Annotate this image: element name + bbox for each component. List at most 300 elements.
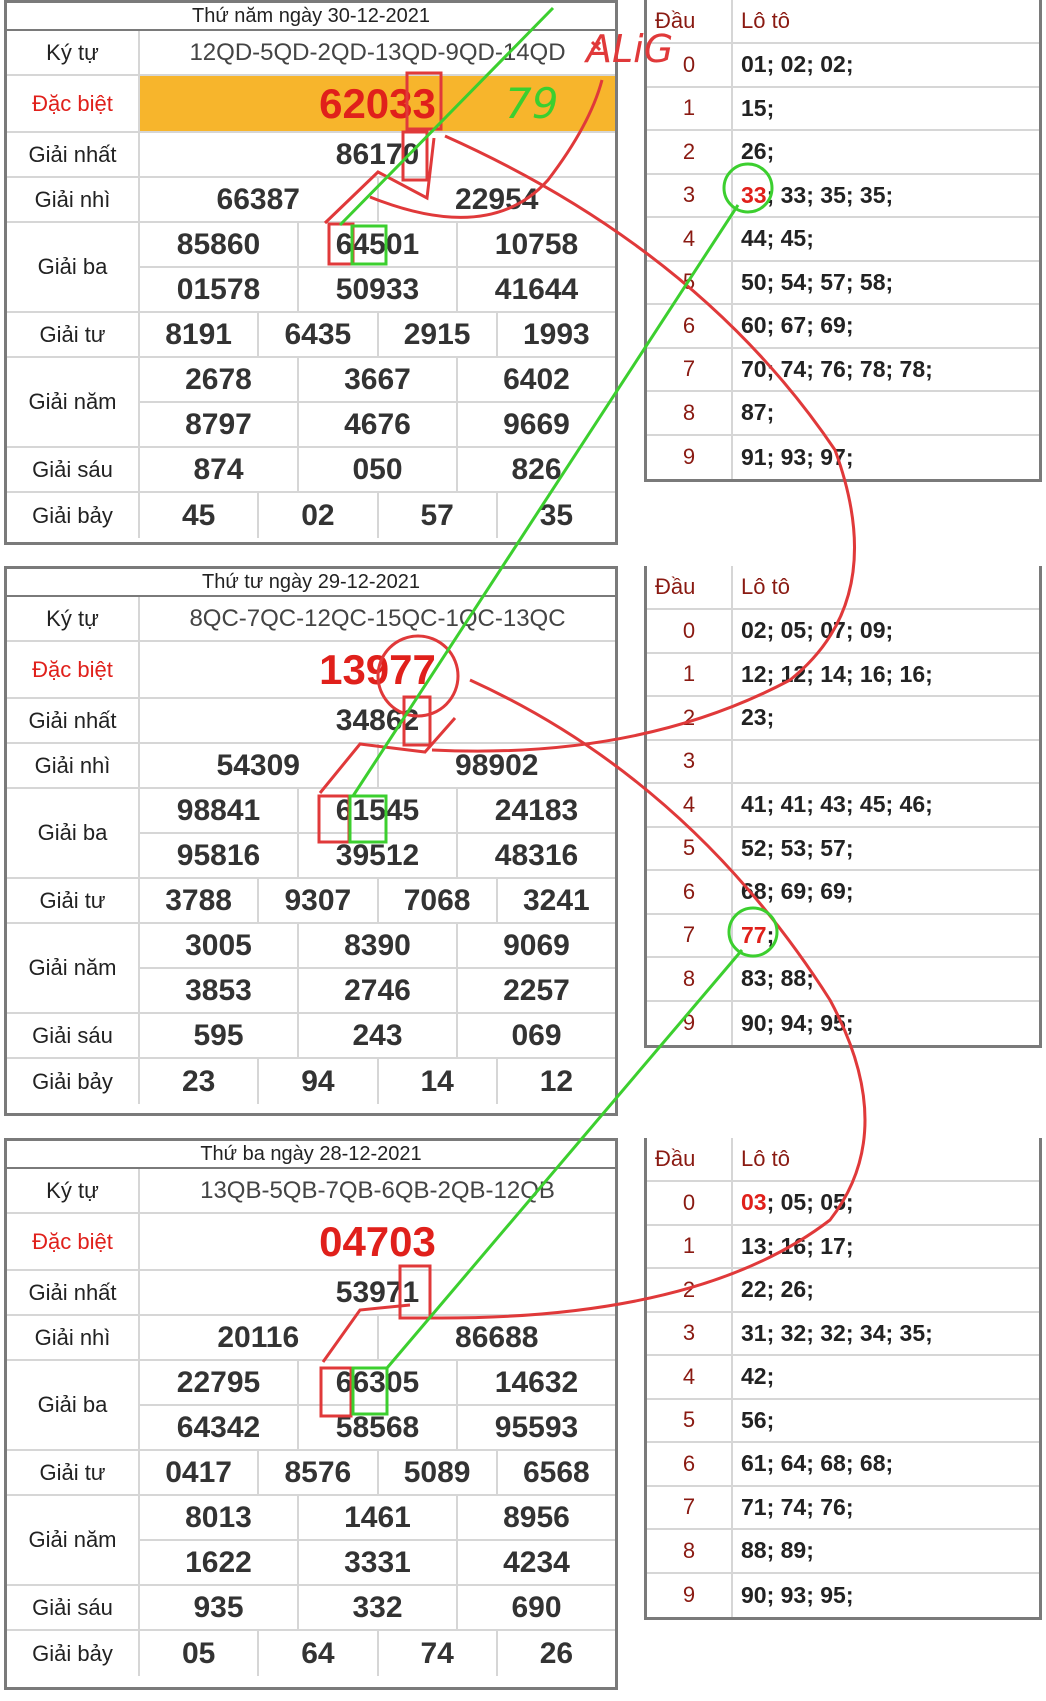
prize-number: 86170 — [335, 137, 420, 171]
head-digit: 4 — [647, 1356, 733, 1398]
head-digit: 0 — [647, 610, 733, 652]
prize-number: 3853 — [185, 973, 252, 1007]
prize-values — [140, 76, 615, 131]
prize-line — [140, 1451, 615, 1494]
prize-values — [140, 1316, 615, 1359]
prize-number: 4234 — [456, 1541, 615, 1584]
prize-number: 9307 — [257, 879, 376, 922]
prize-number: 1622 — [185, 1545, 252, 1579]
head-digit: 3 — [647, 741, 733, 783]
prize-number: 95816 — [176, 838, 261, 872]
prize-number: 826 — [456, 448, 615, 491]
loto-header — [647, 0, 1039, 44]
prize-number: 22795 — [176, 1365, 261, 1399]
head-digit: 8 — [647, 1530, 733, 1572]
prize-label: Giải năm — [7, 358, 140, 446]
prize-number: 24183 — [456, 789, 615, 832]
prize-values — [140, 1271, 615, 1314]
loto-table — [644, 566, 1042, 1048]
prize-number: 8390 — [297, 924, 456, 967]
prize-row — [7, 358, 615, 448]
prize-label: Giải năm — [7, 1496, 140, 1584]
prize-number: 1461 — [297, 1496, 456, 1539]
prize-number: 12QD-5QD-2QD-13QD-9QD-14QD — [189, 38, 566, 66]
prize-line — [140, 1059, 615, 1104]
prize-line — [140, 744, 615, 787]
prize-number: 58568 — [297, 1406, 456, 1449]
loto-numbers — [733, 958, 1039, 1000]
loto-row — [647, 1574, 1039, 1618]
prize-label: Ký tự — [7, 597, 140, 640]
prize-number: 41644 — [456, 268, 615, 311]
head-digit: 4 — [647, 784, 733, 826]
loto-column-label: Lô tô — [741, 8, 790, 33]
loto-numbers — [733, 131, 1039, 173]
loto-rest: 12; 12; 14; 16; 16; — [741, 660, 933, 687]
loto-numbers — [733, 1400, 1039, 1442]
loto-numbers — [733, 262, 1039, 304]
head-digit: 0 — [647, 44, 733, 86]
prize-row — [7, 699, 615, 744]
prize-number: 8191 — [165, 317, 232, 351]
prize-number: 1993 — [496, 313, 615, 356]
prize-row — [7, 642, 615, 699]
prize-label: Giải năm — [7, 924, 140, 1012]
prize-number: 86688 — [377, 1316, 616, 1359]
head-digit: 6 — [647, 305, 733, 347]
prize-number: 01578 — [176, 272, 261, 306]
prize-line — [140, 879, 615, 922]
results-table — [4, 0, 618, 545]
prize-number: 04703 — [319, 1217, 436, 1265]
prize-row — [7, 223, 615, 313]
head-digit: 7 — [647, 1487, 733, 1529]
prize-values — [140, 1361, 615, 1449]
loto-rest: 71; 74; 76; — [741, 1493, 854, 1520]
prize-row — [7, 597, 615, 642]
prize-number: 23 — [181, 1064, 216, 1098]
prize-number: 9669 — [456, 403, 615, 446]
loto-row — [647, 1443, 1039, 1487]
prize-label: Giải nhất — [7, 699, 140, 742]
prize-row — [7, 313, 615, 358]
loto-numbers — [733, 349, 1039, 391]
prize-values — [140, 1496, 615, 1584]
prize-number: 22954 — [377, 178, 616, 221]
prize-values — [140, 133, 615, 176]
loto-numbers — [733, 697, 1039, 739]
prize-label: Giải ba — [7, 1361, 140, 1449]
prize-line — [140, 1271, 615, 1314]
head-column-label: Đầu — [647, 566, 733, 608]
prize-label: Giải bảy — [7, 1631, 140, 1676]
loto-numbers — [733, 610, 1039, 652]
loto-row — [647, 131, 1039, 175]
prize-row — [7, 31, 615, 76]
prize-row — [7, 1014, 615, 1059]
prize-line — [140, 1496, 615, 1539]
prize-number: 57 — [377, 493, 496, 538]
loto-rest: 01; 02; 02; — [741, 51, 854, 78]
loto-numbers — [733, 1487, 1039, 1529]
prize-number: 332 — [297, 1586, 456, 1629]
loto-row — [647, 697, 1039, 741]
prize-row — [7, 744, 615, 789]
prize-number: 10758 — [456, 223, 615, 266]
prize-row — [7, 1059, 615, 1104]
prize-number: 7068 — [377, 879, 496, 922]
loto-header — [647, 1138, 1039, 1182]
loto-numbers — [733, 1530, 1039, 1572]
loto-row — [647, 392, 1039, 436]
head-digit: 5 — [647, 1400, 733, 1442]
prize-row — [7, 1214, 615, 1271]
prize-row — [7, 789, 615, 879]
loto-rest: ; 33; 35; 35; — [766, 181, 894, 208]
prize-number: 3667 — [297, 358, 456, 401]
prize-values — [140, 1631, 615, 1676]
loto-rest: 87; — [741, 399, 775, 426]
loto-row — [647, 654, 1039, 698]
prize-label: Ký tự — [7, 31, 140, 74]
prize-number: 069 — [456, 1014, 615, 1057]
prize-line — [140, 358, 615, 401]
table-caption: Thứ ba ngày 28-12-2021 — [7, 1141, 615, 1169]
prize-line — [140, 133, 615, 176]
prize-row — [7, 1586, 615, 1631]
loto-numbers — [733, 88, 1039, 130]
prize-line — [140, 597, 615, 640]
prize-values — [140, 924, 615, 1012]
head-digit: 5 — [647, 262, 733, 304]
loto-rest: 50; 54; 57; 58; — [741, 268, 894, 295]
prize-values — [140, 493, 615, 538]
head-digit: 9 — [647, 1002, 733, 1046]
prize-number: 9069 — [456, 924, 615, 967]
head-digit: 0 — [647, 1182, 733, 1224]
prize-line — [140, 1316, 615, 1359]
prize-number: 13QB-5QB-7QB-6QB-2QB-12QB — [200, 1176, 555, 1204]
prize-row — [7, 178, 615, 223]
prize-number: 8956 — [456, 1496, 615, 1539]
loto-row — [647, 305, 1039, 349]
head-digit: 8 — [647, 392, 733, 434]
head-digit: 1 — [647, 1226, 733, 1268]
prize-number: 95593 — [456, 1406, 615, 1449]
note-green: 79 — [505, 79, 559, 128]
prize-values — [140, 1014, 615, 1057]
prize-label: Đặc biệt — [7, 76, 140, 131]
prize-line — [140, 223, 615, 266]
prize-line — [140, 1169, 615, 1212]
loto-numbers — [733, 741, 1039, 783]
prize-number: 64342 — [176, 1410, 261, 1444]
loto-row — [647, 349, 1039, 393]
prize-row — [7, 133, 615, 178]
prize-label: Giải tư — [7, 313, 140, 356]
loto-row — [647, 436, 1039, 480]
prize-number: 935 — [193, 1590, 244, 1624]
prize-values — [140, 1214, 615, 1269]
prize-number: 13977 — [319, 645, 436, 693]
loto-rest: 13; 16; 17; — [741, 1232, 854, 1259]
table-caption: Thứ tư ngày 29-12-2021 — [7, 569, 615, 597]
prize-line — [140, 401, 615, 446]
prize-number: 34862 — [335, 703, 420, 737]
prize-line — [140, 967, 615, 1012]
prize-values — [140, 1451, 615, 1494]
loto-rest: 90; 93; 95; — [741, 1581, 854, 1608]
prize-number: 690 — [456, 1586, 615, 1629]
loto-rest: 42; — [741, 1363, 775, 1390]
prize-number: 64501 — [297, 223, 456, 266]
prize-number: 3005 — [185, 928, 252, 962]
prize-label: Giải bảy — [7, 493, 140, 538]
loto-numbers — [733, 915, 1039, 957]
results-table — [4, 566, 618, 1116]
prize-number: 8797 — [185, 407, 252, 441]
loto-numbers — [733, 305, 1039, 347]
loto-rest: 52; 53; 57; — [741, 834, 854, 861]
prize-number: 4676 — [297, 403, 456, 446]
head-digit: 1 — [647, 654, 733, 696]
loto-row — [647, 1487, 1039, 1531]
loto-table — [644, 1138, 1042, 1620]
prize-line — [140, 493, 615, 538]
prize-number: 2915 — [377, 313, 496, 356]
prize-number: 050 — [297, 448, 456, 491]
loto-numbers — [733, 392, 1039, 434]
prize-line — [140, 1631, 615, 1676]
loto-numbers — [733, 1313, 1039, 1355]
prize-line — [140, 924, 615, 967]
prize-values — [140, 597, 615, 640]
prize-values — [140, 178, 615, 221]
head-digit: 7 — [647, 915, 733, 957]
prize-line — [140, 1361, 615, 1404]
prize-number: 6402 — [456, 358, 615, 401]
loto-row — [647, 958, 1039, 1002]
loto-row — [647, 871, 1039, 915]
prize-row — [7, 1631, 615, 1676]
loto-rest: 56; — [741, 1406, 775, 1433]
prize-values — [140, 789, 615, 877]
prize-number: 02 — [257, 493, 376, 538]
prize-line — [140, 31, 615, 74]
loto-numbers — [733, 1574, 1039, 1618]
prize-row — [7, 879, 615, 924]
prize-label: Giải sáu — [7, 1014, 140, 1057]
prize-line — [140, 1214, 615, 1269]
loto-numbers — [733, 44, 1039, 86]
prize-line — [140, 1014, 615, 1057]
prize-line — [140, 1586, 615, 1629]
loto-rest: ; — [766, 921, 775, 948]
prize-line — [140, 642, 615, 697]
prize-row — [7, 448, 615, 493]
loto-row — [647, 828, 1039, 872]
head-digit: 7 — [647, 349, 733, 391]
loto-rest: 90; 94; 95; — [741, 1009, 854, 1036]
prize-label: Giải sáu — [7, 448, 140, 491]
head-digit: 4 — [647, 218, 733, 260]
loto-row — [647, 1400, 1039, 1444]
loto-column-label: Lô tô — [741, 574, 790, 599]
loto-numbers — [733, 828, 1039, 870]
prize-number: 6435 — [257, 313, 376, 356]
loto-rest: ; 05; 05; — [766, 1189, 854, 1216]
loto-numbers — [733, 175, 1039, 217]
prize-label: Giải sáu — [7, 1586, 140, 1629]
prize-label: Giải bảy — [7, 1059, 140, 1104]
loto-row — [647, 218, 1039, 262]
head-digit: 9 — [647, 436, 733, 480]
prize-line — [140, 1539, 615, 1584]
prize-line — [140, 1404, 615, 1449]
prize-line — [140, 266, 615, 311]
loto-numbers — [733, 1443, 1039, 1485]
prize-label: Giải nhì — [7, 1316, 140, 1359]
loto-rest: 60; 67; 69; — [741, 312, 854, 339]
loto-rest: 44; 45; — [741, 225, 814, 252]
prize-values — [140, 744, 615, 787]
head-digit: 3 — [647, 175, 733, 217]
prize-values — [140, 31, 615, 74]
prize-number: 2678 — [185, 362, 252, 396]
loto-rest: 61; 64; 68; 68; — [741, 1450, 894, 1477]
prize-line — [140, 448, 615, 491]
prize-number: 3331 — [297, 1541, 456, 1584]
prize-number: 54309 — [216, 748, 300, 782]
prize-row — [7, 493, 615, 538]
loto-row — [647, 784, 1039, 828]
prize-label: Giải nhì — [7, 744, 140, 787]
prize-number: 243 — [297, 1014, 456, 1057]
loto-rest: 88; 89; — [741, 1537, 814, 1564]
loto-row — [647, 1313, 1039, 1357]
prize-number: 98841 — [176, 793, 261, 827]
prize-number: 35 — [496, 493, 615, 538]
loto-row — [647, 262, 1039, 306]
loto-numbers — [733, 1226, 1039, 1268]
prize-number: 12 — [496, 1059, 615, 1104]
loto-rest: 91; 93; 97; — [741, 443, 854, 470]
loto-numbers — [733, 654, 1039, 696]
prize-line — [140, 313, 615, 356]
prize-values — [140, 699, 615, 742]
prize-label: Giải ba — [7, 789, 140, 877]
prize-number: 94 — [257, 1059, 376, 1104]
prize-values — [140, 642, 615, 697]
prize-label: Đặc biệt — [7, 642, 140, 697]
prize-values — [140, 879, 615, 922]
prize-number: 3788 — [165, 883, 232, 917]
loto-highlight: 33 — [741, 181, 767, 208]
loto-row — [647, 1530, 1039, 1574]
loto-row — [647, 1182, 1039, 1226]
head-digit: 1 — [647, 88, 733, 130]
prize-label: Đặc biệt — [7, 1214, 140, 1269]
prize-row — [7, 1169, 615, 1214]
prize-row — [7, 1451, 615, 1496]
loto-highlight: 77 — [741, 921, 767, 948]
prize-row — [7, 1361, 615, 1451]
loto-row — [647, 915, 1039, 959]
loto-numbers — [733, 1269, 1039, 1311]
prize-row — [7, 924, 615, 1014]
prize-number: 53971 — [335, 1275, 420, 1309]
prize-number: 6568 — [496, 1451, 615, 1494]
prize-number: 98902 — [377, 744, 616, 787]
note-top: ALiG — [586, 27, 674, 71]
prize-number: 66387 — [216, 182, 300, 216]
head-digit: 6 — [647, 871, 733, 913]
prize-number: 8576 — [257, 1451, 376, 1494]
prize-line — [140, 699, 615, 742]
prize-number: 0417 — [165, 1455, 232, 1489]
prize-number: 05 — [181, 1636, 216, 1670]
prize-label: Giải nhì — [7, 178, 140, 221]
prize-number: 64 — [257, 1631, 376, 1676]
loto-rest: 41; 41; 43; 45; 46; — [741, 791, 933, 818]
head-digit: 2 — [647, 131, 733, 173]
prize-number: 74 — [377, 1631, 496, 1676]
prize-values — [140, 223, 615, 311]
loto-column-label: Lô tô — [741, 1146, 790, 1171]
prize-values — [140, 313, 615, 356]
loto-numbers — [733, 1002, 1039, 1046]
loto-numbers — [733, 1356, 1039, 1398]
prize-number: 20116 — [217, 1320, 300, 1354]
head-digit: 2 — [647, 697, 733, 739]
prize-number: 45 — [181, 498, 216, 532]
loto-header — [647, 566, 1039, 610]
loto-rest: 83; 88; — [741, 965, 814, 992]
loto-highlight: 03 — [741, 1189, 767, 1216]
head-column-label: Đầu — [647, 0, 733, 42]
prize-values — [140, 448, 615, 491]
prize-line — [140, 832, 615, 877]
loto-numbers — [733, 1182, 1039, 1224]
prize-number: 61545 — [297, 789, 456, 832]
loto-numbers — [733, 784, 1039, 826]
prize-row — [7, 1316, 615, 1361]
prize-number: 874 — [193, 452, 244, 486]
prize-line — [140, 789, 615, 832]
prize-row — [7, 1271, 615, 1316]
head-digit: 9 — [647, 1574, 733, 1618]
prize-number: 85860 — [176, 227, 261, 261]
prize-number: 2257 — [456, 969, 615, 1012]
prize-label: Ký tự — [7, 1169, 140, 1212]
prize-number: 26 — [496, 1631, 615, 1676]
table-caption: Thứ năm ngày 30-12-2021 — [7, 3, 615, 31]
prize-values — [140, 1059, 615, 1104]
prize-number: 3241 — [496, 879, 615, 922]
prize-line — [140, 76, 615, 131]
head-column-label: Đầu — [647, 1138, 733, 1180]
prize-number: 62033 — [319, 79, 436, 127]
prize-label: Giải tư — [7, 1451, 140, 1494]
prize-values — [140, 1169, 615, 1212]
loto-row — [647, 1226, 1039, 1270]
prize-number: 2746 — [297, 969, 456, 1012]
prize-number: 14632 — [456, 1361, 615, 1404]
prize-number: 8QC-7QC-12QC-15QC-1QC-13QC — [189, 604, 566, 632]
prize-label: Giải nhất — [7, 1271, 140, 1314]
prize-row — [7, 76, 615, 133]
loto-row — [647, 175, 1039, 219]
